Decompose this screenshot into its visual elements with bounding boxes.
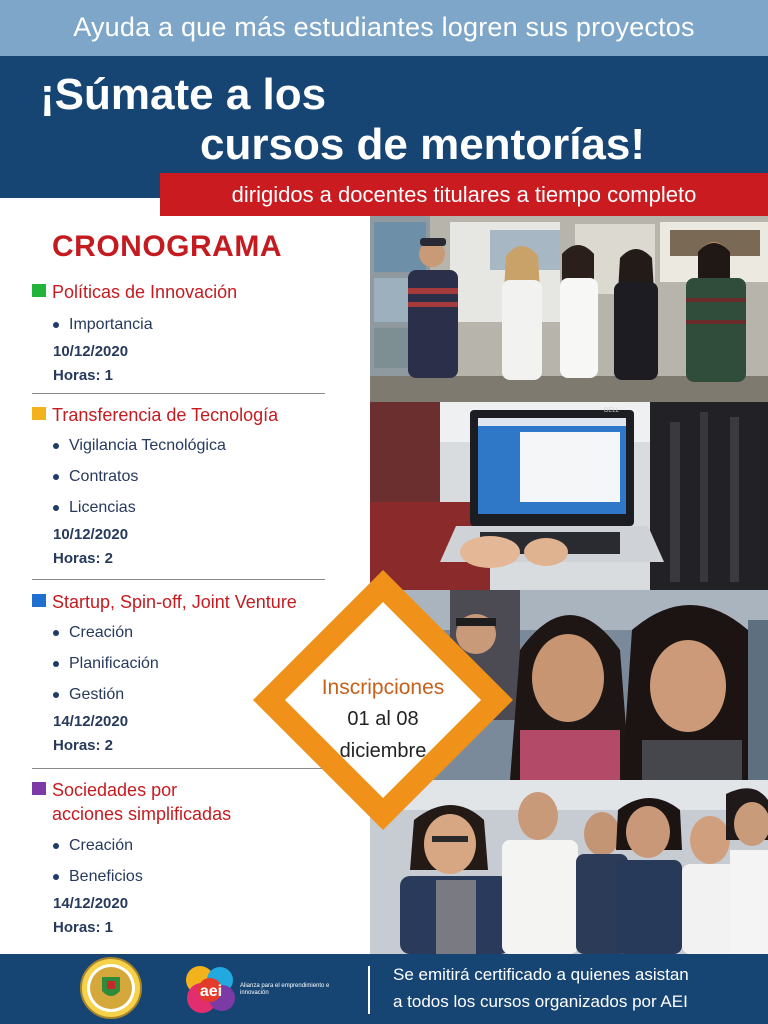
section-date: 10/12/2020 <box>53 343 129 360</box>
section-hours: Horas: 1 <box>53 367 114 384</box>
section-title: Startup, Spin-off, Joint Venture <box>52 592 297 612</box>
footer-note-line-1: Se emitirá certificado a quienes asistan <box>393 965 689 984</box>
purple-square-icon <box>32 782 46 795</box>
registration-dates: 01 al 08 <box>347 708 419 730</box>
section-hours: Horas: 2 <box>53 737 114 754</box>
photo-students-group <box>370 216 768 402</box>
aei-logo-icon <box>180 962 242 1016</box>
registration-title: Inscripciones <box>321 676 445 699</box>
section-date: 14/12/2020 <box>53 713 129 730</box>
list-item: Creación <box>32 617 332 648</box>
section-date: 14/12/2020 <box>53 895 129 912</box>
footer-divider <box>368 966 370 1014</box>
list-item: Importancia <box>32 309 332 340</box>
schedule-title: CRONOGRAMA <box>52 230 282 263</box>
aei-logo-text: aei <box>199 983 223 1000</box>
section-hours: Horas: 1 <box>53 919 114 936</box>
yellow-square-icon <box>32 407 46 420</box>
section-date: 10/12/2020 <box>53 526 129 543</box>
registration-month: diciembre <box>339 740 427 762</box>
list-item: Planificación <box>32 648 332 679</box>
blue-square-icon <box>32 594 46 607</box>
green-square-icon <box>32 284 46 297</box>
section-hours: Horas: 2 <box>53 550 114 567</box>
registration-diamond <box>243 560 523 840</box>
footer-note-line-2: a todos los cursos organizados por AEI <box>393 992 688 1011</box>
university-seal-icon <box>80 957 142 1019</box>
list-item: Licencias <box>32 492 332 523</box>
headline-line-2: cursos de mentorías! <box>200 120 646 169</box>
subheadline: dirigidos a docentes titulares a tiempo completo <box>231 182 697 207</box>
laptop-brand: DELL <box>604 408 620 414</box>
list-item: Creación <box>32 830 332 861</box>
section-title-line-2: acciones simplificadas <box>52 804 232 824</box>
section-title: Transferencia de Tecnología <box>52 405 279 425</box>
schedule-section <box>32 403 332 571</box>
section-title: Políticas de Innovación <box>52 282 238 302</box>
subheadline-band <box>160 173 768 216</box>
schedule-section <box>32 280 332 388</box>
section-title: Sociedades por <box>52 780 178 800</box>
tagline-band <box>0 0 768 56</box>
headline-line-1: ¡Súmate a los <box>40 70 327 119</box>
list-item: Gestión <box>32 679 332 710</box>
aei-caption: Alianza para el emprendimiento e innovación <box>240 983 330 996</box>
tagline: Ayuda a que más estudiantes logren sus proyectos <box>73 12 695 42</box>
divider <box>32 393 325 394</box>
list-item: Beneficios <box>32 861 332 892</box>
list-item: Contratos <box>32 461 332 492</box>
list-item: Vigilancia Tecnológica <box>32 430 332 461</box>
